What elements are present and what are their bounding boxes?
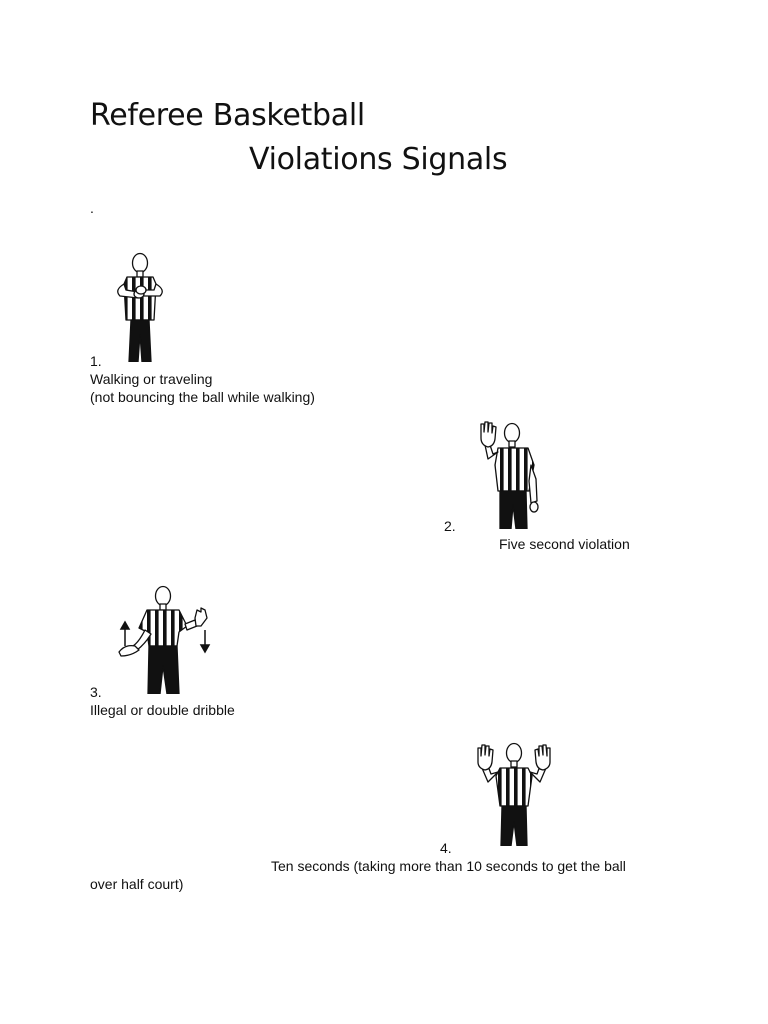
stray-mark: . bbox=[90, 200, 94, 216]
signal-2-caption-line1: Five second violation bbox=[499, 536, 630, 552]
signal-1-number: 1. bbox=[90, 353, 102, 369]
document-title-line2: Violations Signals bbox=[249, 142, 508, 177]
signal-1-caption-line2: (not bouncing the ball while walking) bbox=[90, 389, 315, 405]
referee-both-hands-raised-icon bbox=[474, 740, 554, 846]
signal-2-number: 2. bbox=[444, 518, 456, 534]
signal-4-caption-line2: over half court) bbox=[90, 876, 184, 892]
referee-alternating-palms-icon bbox=[115, 582, 213, 694]
signal-1-caption-line1: Walking or traveling bbox=[90, 371, 213, 387]
referee-rolling-arms-icon bbox=[108, 250, 170, 362]
signal-4-caption-line1: Ten seconds (taking more than 10 seconds to get the ball bbox=[271, 858, 626, 874]
document-title-line1: Referee Basketball bbox=[90, 98, 365, 133]
referee-raised-open-hand-icon bbox=[476, 421, 548, 529]
signal-3-number: 3. bbox=[90, 684, 102, 700]
signal-3-caption-line1: Illegal or double dribble bbox=[90, 702, 235, 718]
signal-4-number: 4. bbox=[440, 840, 452, 856]
